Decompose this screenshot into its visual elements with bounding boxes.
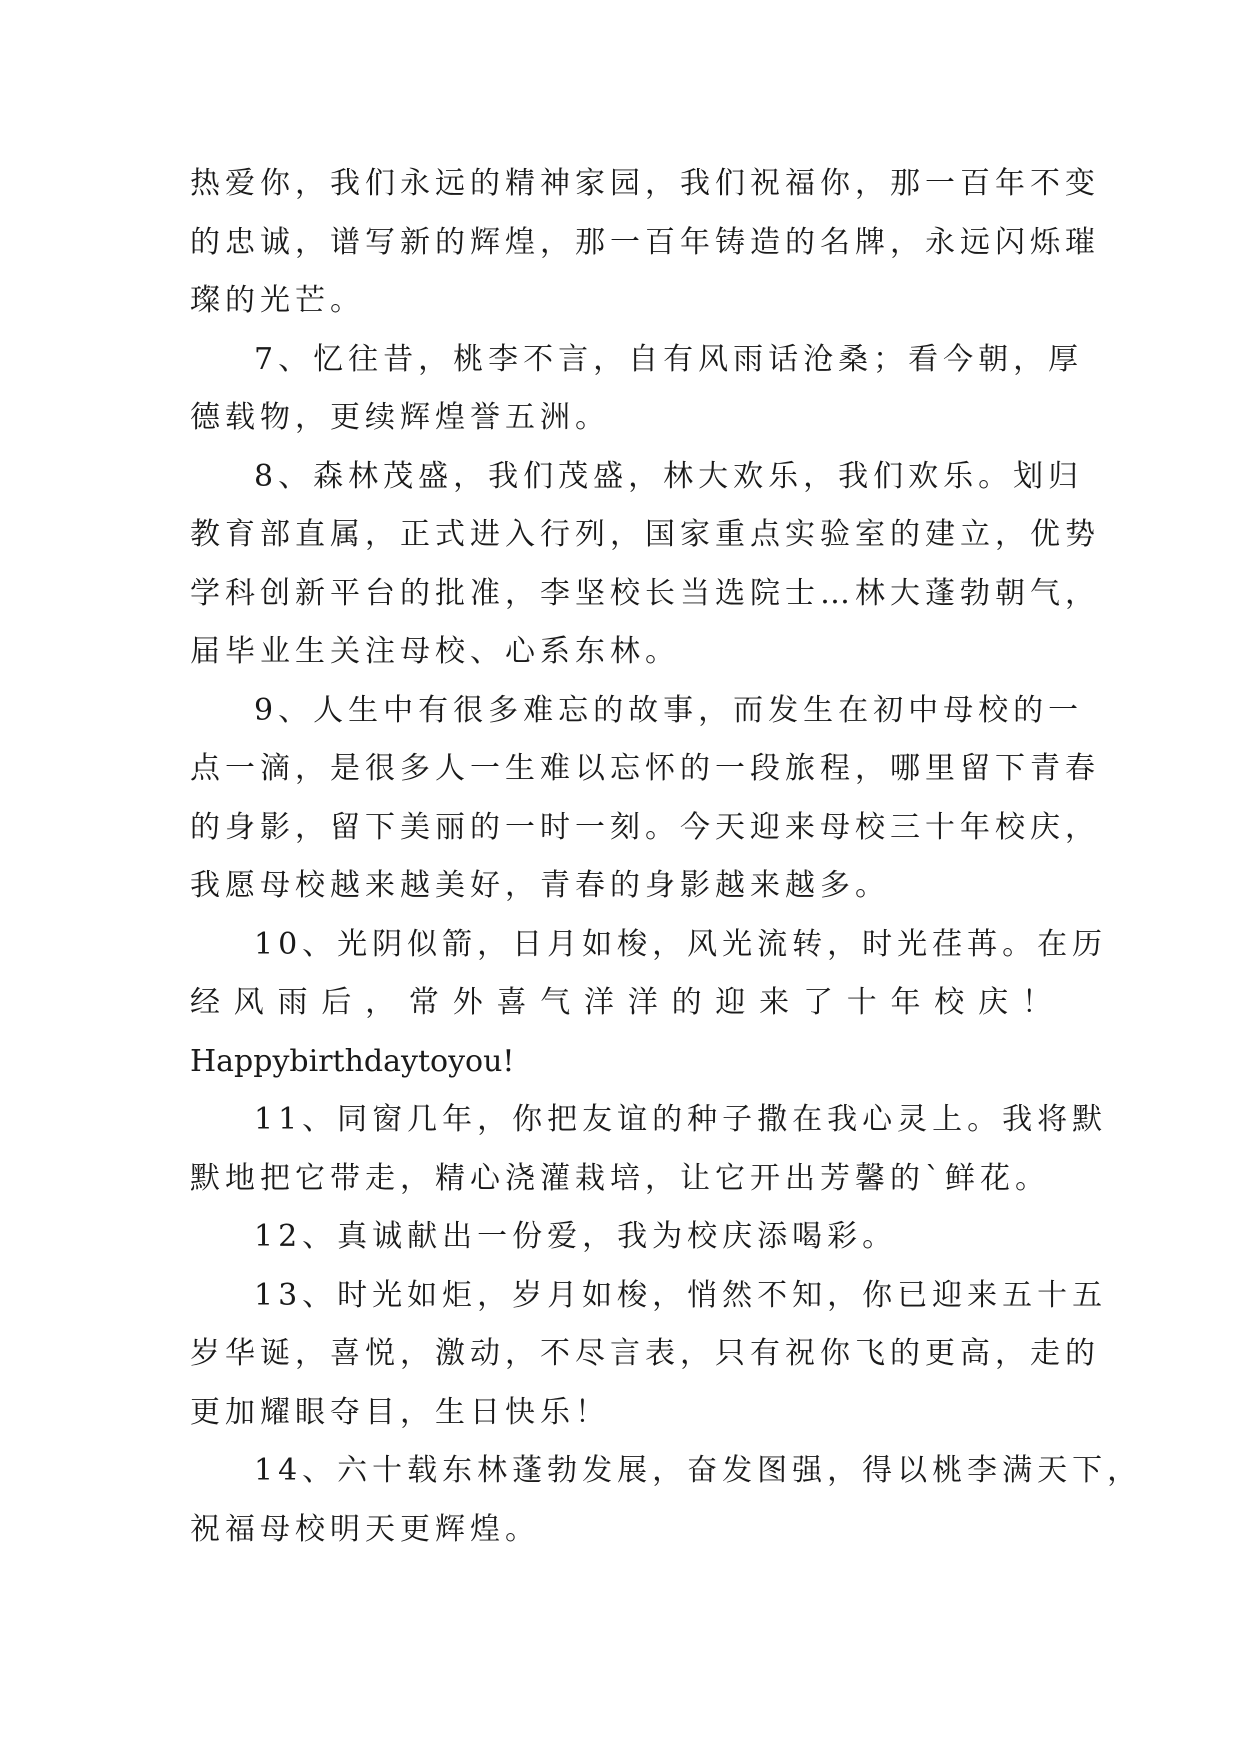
text-line: 热爱你，我们永远的精神家园，我们祝福你，那一百年不变	[190, 166, 1100, 201]
glyph: 常	[408, 985, 439, 1020]
paragraph-10-start: 10、光阴似箭，日月如梭，风光流转，时光荏苒。在历	[254, 926, 1108, 962]
glyph: 校	[934, 985, 965, 1020]
glyph: 十	[846, 985, 877, 1020]
text-line: 德载物，更续辉煌誉五洲。	[190, 400, 610, 435]
paragraph-14-start: 14、六十载东林蓬勃发展，奋发图强，得以桃李满天下，	[254, 1453, 1143, 1488]
text-line: 祝福母校明天更辉煌。	[190, 1511, 540, 1547]
paragraph-12-start: 12、真诚献出一份爱，我为校庆添喝彩。	[254, 1219, 898, 1254]
english-greeting-line: Happybirthdaytoyou!	[190, 1043, 515, 1079]
text-line: 教育部直属，正式进入行列，国家重点实验室的建立，优势	[190, 517, 1100, 552]
text-line: 的忠诚，谱写新的辉煌，那一百年铸造的名牌，永远闪烁璀	[190, 224, 1100, 260]
glyph: 经	[190, 985, 220, 1020]
paragraph-13-start: 13、时光如炬，岁月如梭，悄然不知，你已迎来五十五	[254, 1277, 1108, 1313]
glyph: 气	[540, 985, 571, 1020]
glyph: 喜	[496, 985, 527, 1020]
glyph: 的	[671, 985, 702, 1020]
glyph: 风	[233, 985, 264, 1020]
glyph: 后	[321, 985, 352, 1020]
glyph: 迎	[715, 985, 746, 1020]
paragraph-8-start: 8、森林茂盛，我们茂盛，林大欢乐，我们欢乐。划归	[254, 458, 1084, 494]
text-line: 届毕业生关注母校、心系东林。	[190, 634, 680, 669]
document-body	[190, 155, 1143, 1559]
glyph: 庆	[978, 985, 1009, 1020]
glyph: 雨	[277, 985, 308, 1020]
text-line: 璨的光芒。	[190, 283, 365, 318]
justified-line	[190, 974, 1052, 1033]
glyph: 来	[759, 985, 790, 1020]
glyph: 洋	[627, 985, 658, 1020]
paragraph-11-start: 11、同窗几年，你把友谊的种子撒在我心灵上。我将默	[254, 1102, 1108, 1137]
text-line: 岁华诞，喜悦，激动，不尽言表，只有祝你飞的更高，走的	[190, 1336, 1100, 1371]
text-line: 的身影，留下美丽的一时一刻。今天迎来母校三十年校庆，	[190, 809, 1100, 845]
glyph: ！	[1021, 985, 1052, 1020]
glyph: 洋	[584, 985, 615, 1020]
glyph: 年	[890, 985, 921, 1020]
glyph: 外	[452, 985, 483, 1020]
glyph: 了	[802, 985, 833, 1020]
text-line: 点一滴，是很多人一生难以忘怀的一段旅程，哪里留下青春	[190, 751, 1100, 786]
text-line: 学科创新平台的批准，李坚校长当选院士…林大蓬勃朝气，	[190, 575, 1100, 611]
paragraph-7-start: 7、忆往昔，桃李不言，自有风雨话沧桑；看今朝，厚	[254, 341, 1084, 377]
text-line: 我愿母校越来越美好，青春的身影越来越多。	[190, 868, 890, 903]
paragraph-9-start: 9、人生中有很多难忘的故事，而发生在初中母校的一	[254, 692, 1084, 728]
glyph: ，	[365, 985, 396, 1020]
text-line: 更加耀眼夺目，生日快乐！	[190, 1394, 610, 1430]
text-line: 默地把它带走，精心浇灌栽培，让它开出芳馨的`鲜花。	[190, 1160, 1050, 1196]
